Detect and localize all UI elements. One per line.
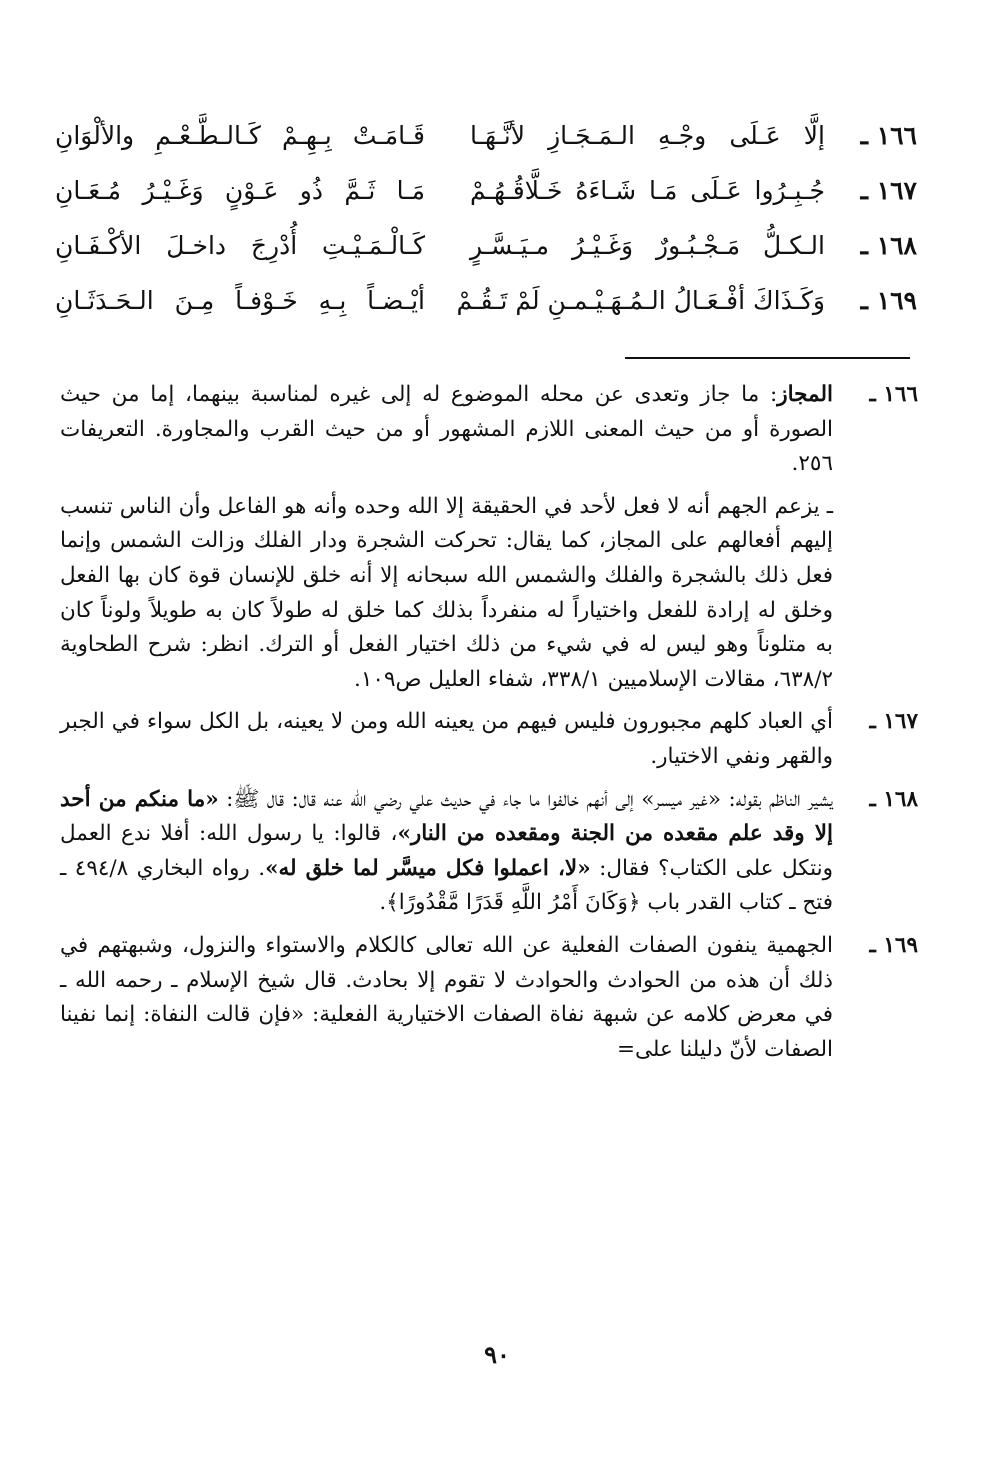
verse-first-hemistich: وَكَـذَاكَ أفْـعَـالُ الـمُـهَـيْـمـنِ لَمْ تَـقُـمْ [456,286,825,315]
page-number: ٩٠ [484,1340,510,1369]
footnote-paragraph [60,783,833,921]
footnote-paragraph: أي العباد كلهم مجبورون فليس فيهم من يعينه الله ومن لا يعينه، بل الكل سواء في الجبر والقهر ونفي الاختيار. [60,709,833,769]
verse-line [55,218,917,273]
footnote-number: ١٦٨ ـ [869,786,918,812]
verse-number: ١٦٨ ـ [860,231,917,260]
verse-second-hemistich: أيْـضـاً بِـهِ خَـوْفـاً مِـنَ الـحَـدَثَـانِ [55,286,425,315]
footnote-paragraph: الجهمية ينفون الصفات الفعلية عن الله تعالى كالكلام والاستواء والنزول، وشبهتهم في ذلك أن هذه من الحوادث والحوادث لا تقوم إلا بحادث. قال شيخ الإسلام ـ رحمه الله ـ في معرض كلامه عن شبهة نفاة الصفات الاختيارية الفعلية: «فإن قالت النفاة: إنما نفينا الصفات لأنّ دليلنا على= [60,932,833,1062]
footnote-body [60,783,833,921]
footnote-term: المجاز [777,382,833,407]
hadith-quote: «ما منكم من أحد إلا وقد علم مقعده من الجنة ومقعده من النار» [60,786,833,847]
footnote-number: ١٦٧ ـ [869,709,918,735]
footnote-166 [60,378,918,697]
footnotes [60,378,918,1075]
verse-line [55,108,917,163]
footnote-paragraph [60,378,833,482]
verse-second-hemistich: كَـالْـمَـيْـتِ أُدْرِجَ داخـلَ الأكْـفَـانِ [55,231,425,260]
verse-second-hemistich: مَـا ثَـمَّ ذُو عَـوْنٍ وَغَـيْـرُ مُـعَـانِ [55,176,425,205]
footnote-text: . رواه البخاري ٤٩٤/٨ ـ فتح ـ كتاب القدر باب ﴿وَكَانَ أَمْرُ اللَّهِ قَدَرًا مَّقْدُورًا﴾. [60,855,833,916]
footnote-body [60,378,833,697]
verse-first-hemistich: جُـبِـرُوا عَـلَى مَـا شَـاءَهُ خَـلَّاقُـهُـمْ [470,176,825,205]
footnote-text: يشير الناظم بقوله: «غير ميسر» إلى أنهم خالفوا ما جاء في حديث علي رضي الله عنه قال: قال ﷺ: [218,786,833,812]
footnote-168 [60,783,918,921]
poem-verses [55,108,917,328]
verse-number: ١٦٧ ـ [860,176,917,205]
footnote-body [60,929,833,1067]
verse-second-hemistich: قَـامَـتْ بِـهِـمْ كَـالـطَّـعْـمِ والألْوَانِ [55,121,425,150]
footnote-169 [60,929,918,1067]
footnote-paragraph: ـ يزعم الجهم أنه لا فعل لأحد في الحقيقة إلا الله وحده وأنه هو الفاعل وأن الناس تنسب إليهم أفعالهم على المجاز، كما يقال: تحركت الشجرة ودار الفلك وزالت الشمس وإنما فعل ذلك بالشجرة والفلك والشمس الله سبحانه إلا أنه خلق للإنسان قوة كان بها الفعل وخلق له إرادة للفعل واختياراً له منفرداً بذلك كما خلق له طولاً كان به طويلاً ولوناً كان به متلوناً وهو ليس له في شيء من ذلك اختيار الفعل أو الترك. انظر: شرح الطحاوية ٦٣٨/٢، مقالات الإسلاميين ٣٣٨/١، شفاء العليل ص١٠٩. [60,493,833,692]
footnote-167 [60,705,918,774]
verse-first-hemistich: إلَّا عَـلَى وجْـهِ الـمَـجَـازِ لأنَّـهَـا [470,121,825,150]
verse-line [55,163,917,218]
footnote-divider [625,357,910,359]
verse-number: ١٦٩ ـ [860,286,917,315]
footnote-number: ١٦٩ ـ [869,932,918,958]
hadith-quote: «لا، اعملوا فكل ميسَّر لما خلق له» [265,855,591,881]
footnote-body [60,705,833,774]
verse-number: ١٦٦ ـ [860,121,917,150]
verse-first-hemistich: الـكـلُّ مَـجْـبُـورٌ وَغَـيْـرُ مـيَـسَّـرٍ [470,231,825,260]
footnote-text: : ما جاز وتعدى عن محله الموضوع له إلى غيره لمناسبة بينهما، إما من حيث الصورة أو من حيث المعنى اللازم المشهور أو من حيث القرب والمجاورة. التعريفات ٢٥٦. [60,382,833,477]
verse-line [55,273,917,328]
footnote-number: ١٦٦ ـ [869,382,918,407]
footnote-text: ، قالوا: يا رسول الله: أفلا ندع العمل ونتكل على الكتاب؟ فقال: [60,821,833,881]
